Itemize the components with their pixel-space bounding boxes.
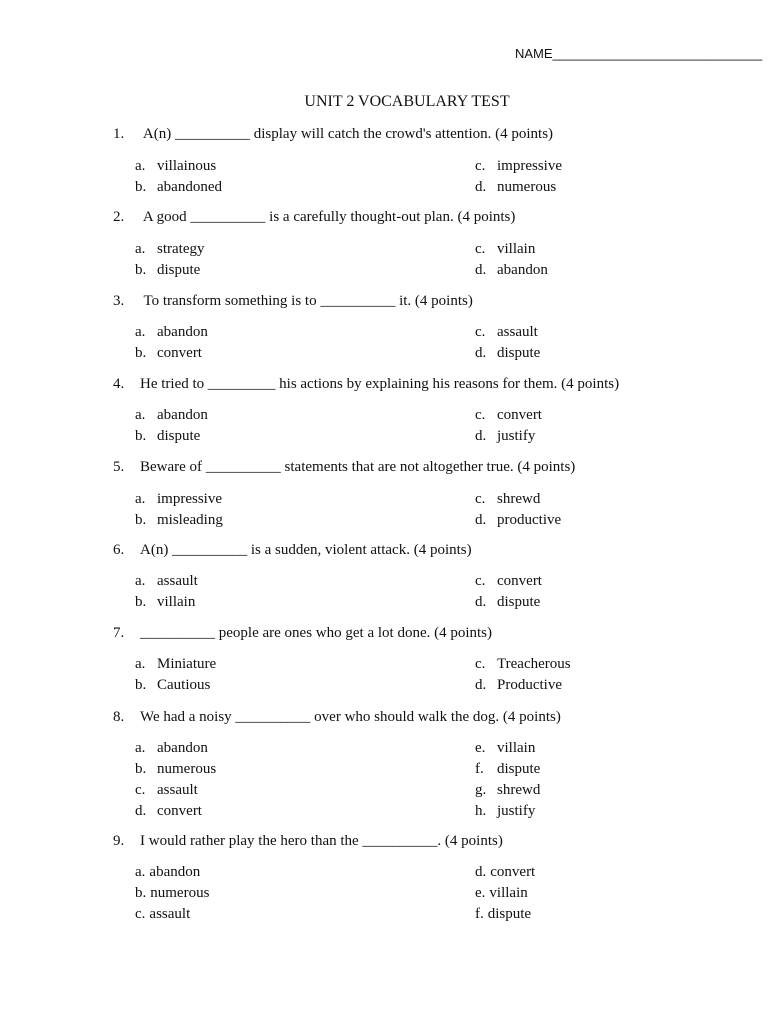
- option-word: assault: [497, 324, 538, 340]
- answer-option: [475, 406, 542, 424]
- option-word: dispute: [487, 906, 532, 922]
- answer-option: [475, 905, 531, 923]
- answer-option: [135, 655, 216, 673]
- question-3: [113, 292, 748, 310]
- option-word: numerous: [150, 885, 210, 901]
- option-letter: c.: [475, 407, 486, 423]
- answer-option: [475, 802, 535, 820]
- option-letter: b.: [135, 761, 147, 777]
- option-letter: b.: [135, 885, 147, 901]
- option-letter: c.: [475, 324, 486, 340]
- answer-option: [135, 802, 202, 820]
- option-letter: a.: [135, 241, 146, 257]
- option-word: strategy: [157, 241, 205, 257]
- answer-option: [475, 655, 571, 673]
- question-7: [113, 624, 748, 642]
- answer-option: [475, 572, 542, 590]
- option-letter: d.: [475, 179, 487, 195]
- answer-option: [475, 178, 556, 196]
- question-number: 7.: [113, 625, 125, 641]
- answer-option: [135, 344, 202, 362]
- question-number: 3.: [113, 293, 125, 309]
- option-letter: a.: [135, 740, 146, 756]
- answer-option: [475, 240, 535, 258]
- option-word: misleading: [157, 512, 223, 528]
- option-word: abandon: [497, 262, 548, 278]
- answer-option: [475, 344, 540, 362]
- answer-option: [135, 261, 200, 279]
- option-word: numerous: [497, 179, 557, 195]
- answer-option: [475, 323, 538, 341]
- option-word: villain: [489, 885, 528, 901]
- question-number: 1.: [113, 126, 125, 142]
- option-word: abandon: [157, 740, 208, 756]
- option-letter: b.: [135, 262, 147, 278]
- answer-option: [135, 178, 222, 196]
- answer-option: [135, 511, 223, 529]
- option-letter: c.: [475, 241, 486, 257]
- option-word: dispute: [497, 761, 541, 777]
- option-letter: a.: [135, 491, 146, 507]
- question-text: He tried to _________ his actions by explaining his reasons for them. (4 points): [140, 376, 620, 392]
- answer-option: [475, 760, 540, 778]
- answer-option: [135, 157, 216, 175]
- option-letter: d.: [475, 677, 487, 693]
- question-number: 8.: [113, 709, 125, 725]
- answer-option: [475, 261, 548, 279]
- option-word: Productive: [497, 677, 562, 693]
- option-word: villain: [157, 594, 196, 610]
- option-letter: c.: [135, 782, 146, 798]
- question-text: Beware of __________ statements that are not altogether true. (4 points): [140, 459, 576, 475]
- answer-option: [135, 406, 208, 424]
- answer-option: [475, 593, 540, 611]
- answer-option: [135, 760, 216, 778]
- question-number: 2.: [113, 209, 125, 225]
- option-letter: a.: [135, 407, 146, 423]
- option-word: abandoned: [157, 179, 222, 195]
- option-letter: d.: [475, 345, 487, 361]
- option-letter: g.: [475, 782, 487, 798]
- question-2: [113, 208, 748, 226]
- question-4: [113, 375, 748, 393]
- option-letter: b.: [135, 345, 147, 361]
- option-word: dispute: [157, 262, 201, 278]
- option-word: Treacherous: [497, 656, 571, 672]
- question-1: [113, 125, 748, 143]
- question-6: [113, 541, 748, 559]
- question-5: [113, 458, 748, 476]
- question-text: We had a noisy __________ over who should walk the dog. (4 points): [140, 709, 561, 725]
- answer-option: [135, 490, 222, 508]
- option-word: abandon: [157, 324, 208, 340]
- option-word: abandon: [157, 407, 208, 423]
- question-number: 5.: [113, 459, 125, 475]
- page-title: UNIT 2 VOCABULARY TEST: [304, 93, 510, 110]
- option-letter: a.: [135, 573, 146, 589]
- option-letter: d.: [475, 262, 487, 278]
- answer-option: [475, 427, 535, 445]
- option-letter: c.: [475, 491, 486, 507]
- question-number: 4.: [113, 376, 125, 392]
- option-letter: d.: [475, 594, 487, 610]
- option-letter: b.: [135, 594, 147, 610]
- option-letter: f.: [475, 761, 484, 777]
- option-letter: b.: [135, 677, 147, 693]
- question-8: [113, 708, 748, 726]
- answer-option: [475, 781, 540, 799]
- option-word: productive: [497, 512, 562, 528]
- option-letter: b.: [135, 428, 147, 444]
- question-number: 6.: [113, 542, 125, 558]
- question-9: [113, 832, 748, 850]
- option-word: assault: [157, 573, 198, 589]
- option-word: assault: [157, 782, 198, 798]
- option-letter: b.: [135, 512, 147, 528]
- option-word: convert: [157, 345, 202, 361]
- answer-option: [135, 781, 198, 799]
- option-letter: a.: [135, 864, 146, 880]
- answer-option: [135, 905, 190, 923]
- option-letter: a.: [135, 656, 146, 672]
- question-text: A(n) __________ is a sudden, violent attack. (4 points): [140, 542, 472, 558]
- option-word: dispute: [497, 594, 541, 610]
- option-word: villainous: [157, 158, 217, 174]
- option-letter: a.: [135, 324, 146, 340]
- option-word: convert: [490, 864, 536, 880]
- option-word: impressive: [497, 158, 562, 174]
- question-text: To transform something is to __________ it. (4 points): [140, 293, 473, 309]
- option-word: impressive: [157, 491, 222, 507]
- answer-option: [475, 676, 562, 694]
- option-word: numerous: [157, 761, 217, 777]
- option-letter: d.: [135, 803, 147, 819]
- option-word: abandon: [149, 864, 201, 880]
- option-letter: b.: [135, 179, 147, 195]
- option-word: convert: [157, 803, 202, 819]
- option-letter: h.: [475, 803, 487, 819]
- answer-option: [475, 884, 528, 902]
- answer-option: [475, 511, 561, 529]
- option-word: shrewd: [497, 491, 541, 507]
- answer-option: [135, 572, 198, 590]
- answer-option: [135, 739, 208, 757]
- option-word: dispute: [497, 345, 541, 361]
- option-letter: f.: [475, 906, 484, 922]
- option-letter: a.: [135, 158, 146, 174]
- question-text: __________ people are ones who get a lot done. (4 points): [140, 625, 493, 641]
- option-word: dispute: [157, 428, 201, 444]
- option-letter: c.: [135, 906, 146, 922]
- answer-option: [475, 157, 562, 175]
- answer-option: [135, 240, 204, 258]
- answer-option: [135, 427, 200, 445]
- option-letter: d.: [475, 512, 487, 528]
- answer-option: [135, 676, 210, 694]
- answer-option: [475, 863, 535, 881]
- answer-option: [135, 593, 195, 611]
- question-text: A(n) __________ display will catch the crowd's attention. (4 points): [140, 126, 554, 142]
- answer-option: [475, 490, 540, 508]
- option-letter: e.: [475, 885, 486, 901]
- option-word: convert: [497, 407, 542, 423]
- option-word: shrewd: [497, 782, 541, 798]
- option-word: Miniature: [157, 656, 217, 672]
- option-word: justify: [497, 803, 536, 819]
- name-field-label: NAME_____________________________: [515, 46, 763, 61]
- option-letter: c.: [475, 573, 486, 589]
- option-letter: c.: [475, 656, 486, 672]
- option-word: convert: [497, 573, 542, 589]
- option-word: villain: [497, 241, 536, 257]
- option-letter: d.: [475, 864, 487, 880]
- question-text: A good __________ is a carefully thought-out plan. (4 points): [140, 209, 516, 225]
- option-word: villain: [497, 740, 536, 756]
- option-letter: d.: [475, 428, 487, 444]
- answer-option: [135, 863, 200, 881]
- option-word: assault: [149, 906, 191, 922]
- answer-option: [135, 323, 208, 341]
- option-word: Cautious: [157, 677, 211, 693]
- question-number: 9.: [113, 833, 125, 849]
- answer-option: [135, 884, 209, 902]
- answer-option: [475, 739, 535, 757]
- option-letter: e.: [475, 740, 486, 756]
- option-word: justify: [497, 428, 536, 444]
- question-text: I would rather play the hero than the __________. (4 points): [140, 833, 503, 849]
- option-letter: c.: [475, 158, 486, 174]
